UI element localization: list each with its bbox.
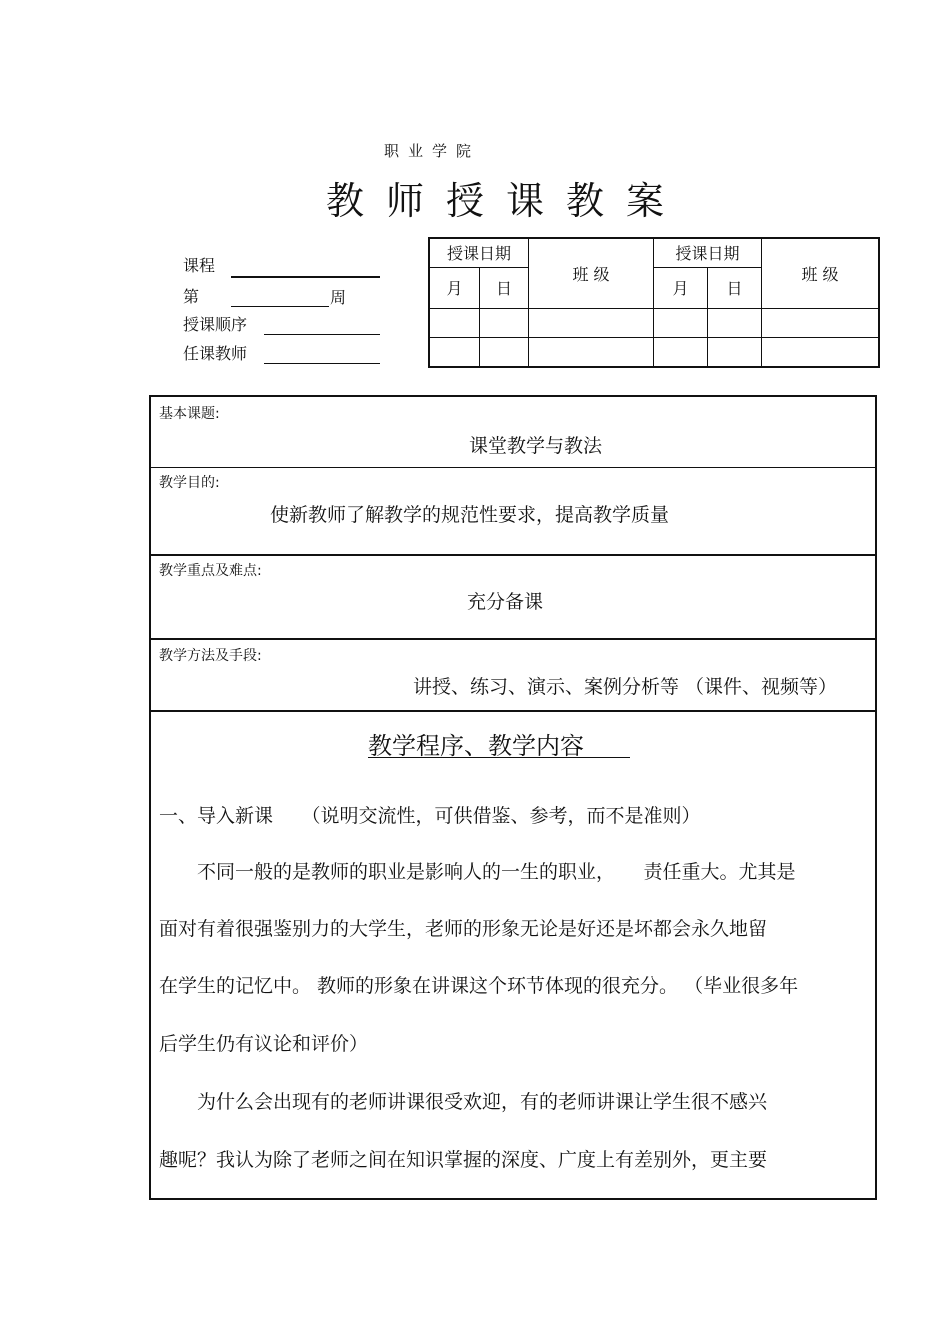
schedule-cell[interactable] — [529, 337, 654, 367]
date-header-1: 授课日期 — [429, 238, 529, 267]
goal-label: 教学目的: — [159, 475, 220, 491]
order-field[interactable] — [264, 334, 380, 335]
content-heading: 教学程序、教学内容 — [368, 732, 584, 760]
method-label: 教学方法及手段: — [159, 648, 262, 664]
class-header-1: 班 级 — [529, 238, 654, 308]
day-label-2: 日 — [708, 267, 762, 308]
class-header-2: 班 级 — [762, 238, 880, 308]
schedule-cell[interactable] — [429, 337, 480, 367]
teacher-field[interactable] — [264, 363, 380, 364]
month-label-2: 月 — [654, 267, 708, 308]
content-line: 不同一般的是教师的职业是影响人的一生的职业， 责任重大。尤其是 — [159, 861, 796, 883]
course-field[interactable] — [231, 276, 380, 278]
week-prefix: 第 — [183, 287, 200, 306]
goal-content: 使新教师了解教学的规范性要求，提高教学质量 — [270, 504, 670, 526]
schedule-cell[interactable] — [708, 308, 762, 337]
date-header-2: 授课日期 — [654, 238, 762, 267]
schedule-cell[interactable] — [708, 337, 762, 367]
schedule-cell[interactable] — [480, 337, 529, 367]
content-line: 后学生仍有议论和评价） — [159, 1033, 369, 1055]
course-label: 课程 — [183, 256, 216, 275]
topic-content: 课堂教学与教法 — [469, 435, 603, 457]
topic-section — [151, 397, 875, 468]
teacher-label: 任课教师 — [183, 344, 248, 363]
week-suffix: 周 — [330, 288, 347, 307]
topic-label: 基本课题: — [159, 406, 220, 422]
schedule-cell[interactable] — [654, 337, 708, 367]
content-line: 为什么会出现有的老师讲课很受欢迎，有的老师讲课让学生很不感兴 — [159, 1091, 768, 1113]
heading-underline — [368, 757, 630, 758]
schedule-cell[interactable] — [480, 308, 529, 337]
focus-section — [151, 556, 875, 640]
page-title: 教师授课教案 — [326, 179, 687, 223]
order-label: 授课顺序 — [183, 315, 248, 334]
week-field[interactable] — [231, 306, 329, 307]
focus-label: 教学重点及难点: — [159, 563, 262, 579]
day-label-1: 日 — [480, 267, 529, 308]
method-section — [151, 640, 875, 712]
goal-section — [151, 468, 875, 556]
content-line: 在学生的记忆中。 教师的形象在讲课这个环节体现的很充分。 （毕业很多年 — [159, 975, 799, 997]
method-content: 讲授、练习、演示、案例分析等 （课件、视频等） — [413, 676, 838, 698]
month-label-1: 月 — [429, 267, 480, 308]
schedule-cell[interactable] — [762, 337, 880, 367]
schedule-cell[interactable] — [762, 308, 880, 337]
focus-content: 充分备课 — [467, 591, 544, 613]
schedule-cell[interactable] — [654, 308, 708, 337]
school-name: 职业学院 — [384, 142, 481, 160]
schedule-cell[interactable] — [429, 308, 480, 337]
schedule-cell[interactable] — [529, 308, 654, 337]
lesson-plan-box — [149, 395, 877, 1200]
content-line: 面对有着很强鉴别力的大学生，老师的形象无论是好还是坏都会永久地留 — [159, 918, 768, 940]
content-line: 一、导入新课 （说明交流性，可供借鉴、参考，而不是准则） — [159, 805, 701, 827]
content-line: 趣呢？我认为除了老师之间在知识掌握的深度、广度上有差别外，更主要 — [159, 1149, 768, 1171]
schedule-table — [428, 237, 880, 368]
